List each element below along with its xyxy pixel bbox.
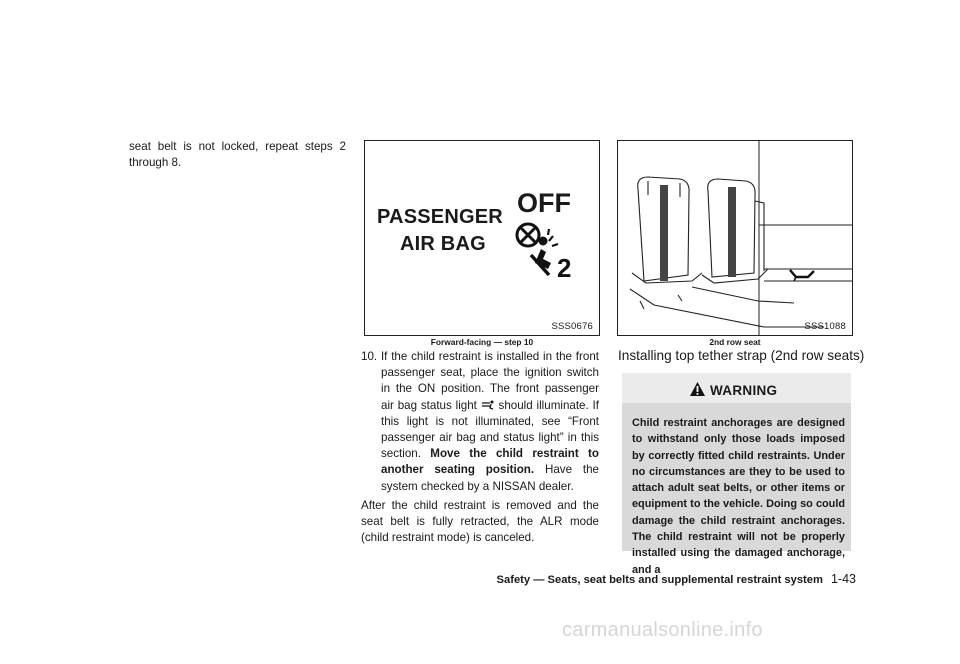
step-10-item xyxy=(361,349,599,495)
step-10-text: If the child restraint is installed in the front passenger seat, place the ignition switch in the ON position. The front passenger air bag status light xyxy=(380,350,599,412)
figure-caption: 2nd row seat xyxy=(709,337,761,347)
step-10-end: Have the system checked by a NISSAN dealer. xyxy=(381,463,599,493)
warning-title: WARNING xyxy=(710,383,778,398)
figure-caption: Forward-facing — step 10 xyxy=(430,337,534,347)
warning-body: Child restraint anchorages are designed to withstand only those loads imposed by correctly fitted child restraints. Under no circumstances are they to be used to attach adult seat belts, or other items or equipment to the vehicle. Doing so could damage the child restraint anchorages. The child restraint will not be properly installed using the damaged anchorage, and a xyxy=(632,417,845,576)
left-column-text xyxy=(129,139,346,171)
middle-column-text xyxy=(361,349,599,546)
figure-code: SSS1088 xyxy=(804,321,846,332)
figure-2nd-row-seat xyxy=(617,140,853,336)
passenger-airbag-off-icon xyxy=(515,219,579,283)
airbag-status-light-icon xyxy=(481,400,495,410)
step-10-text-cont: should illuminate. If this light is not illuminated, see “Front passenger air bag and status light” in this section. xyxy=(381,398,599,461)
passenger-label: PASSENGER xyxy=(377,206,503,228)
rear-seats-illustration xyxy=(618,141,852,335)
footer-section-title: Safety — Seats, seat belts and supplemental restraint system xyxy=(496,574,823,586)
step-10-bold: Move the child restraint to another seating position. xyxy=(381,447,599,477)
off-label: OFF xyxy=(517,188,571,218)
continued-paragraph: seat belt is not locked, repeat steps 2 through 8. xyxy=(129,140,346,170)
step-number: 10. xyxy=(361,350,378,363)
figure-code: SSS0676 xyxy=(551,321,593,332)
watermark: carmanualsonline.info xyxy=(562,619,763,641)
section-heading: Installing top tether strap (2nd row seats) xyxy=(618,348,865,363)
page-number: 1-43 xyxy=(830,572,856,586)
page-footer xyxy=(464,572,856,586)
tether-anchor-icon xyxy=(790,270,814,281)
after-removal-paragraph: After the child restraint is removed and the seat belt is fully retracted, the ALR mode (child restraint mode) is canceled. xyxy=(361,498,599,545)
air-bag-label: AIR BAG xyxy=(400,233,486,255)
warning-box xyxy=(622,373,851,576)
svg-text:2: 2 xyxy=(557,253,572,283)
warning-triangle-icon xyxy=(689,381,706,397)
figure-passenger-airbag-off xyxy=(364,140,600,336)
